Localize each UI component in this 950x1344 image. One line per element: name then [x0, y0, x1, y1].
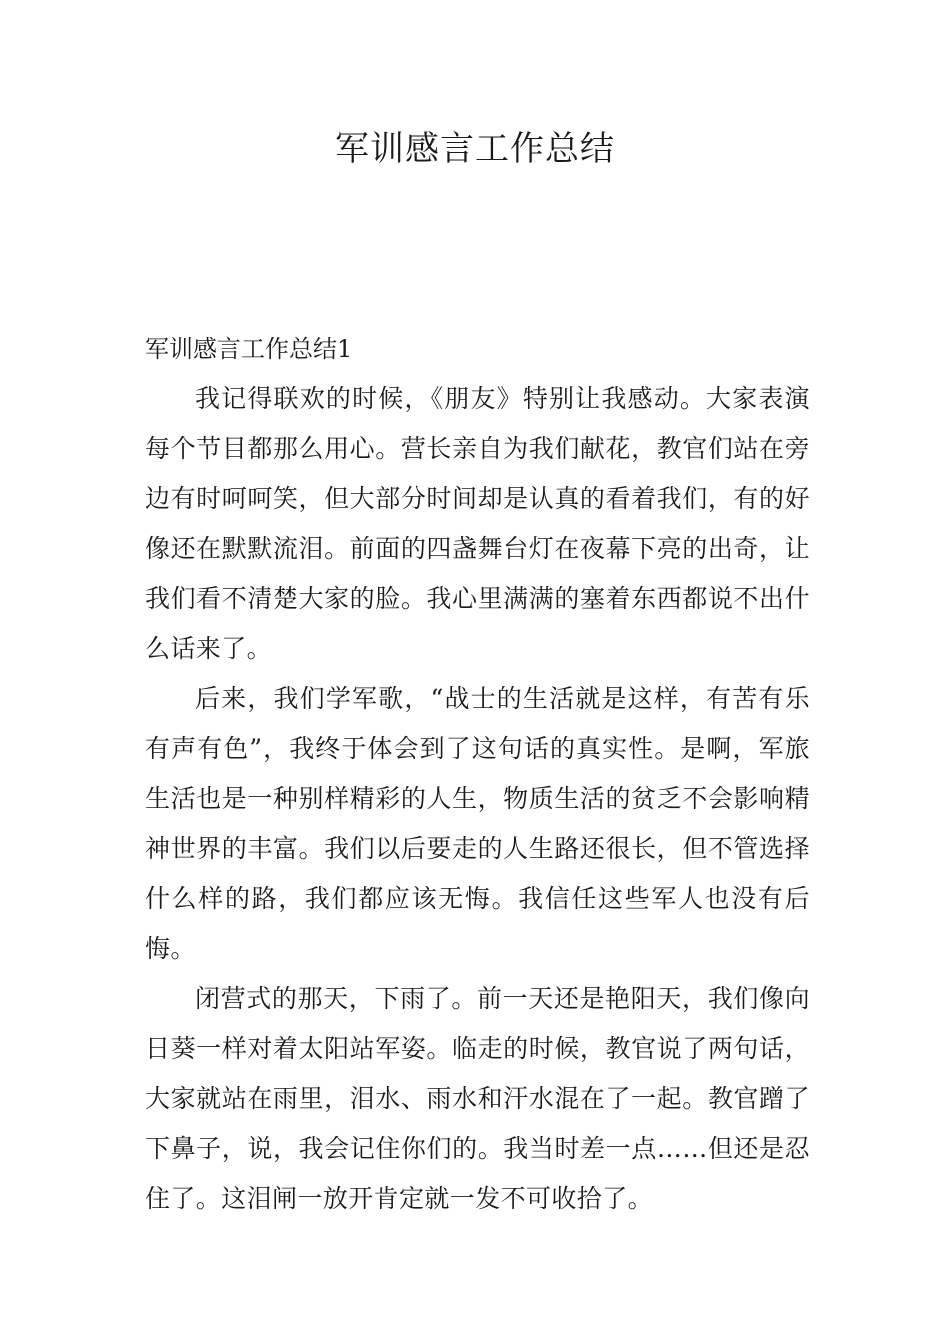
- paragraph-2: 后来，我们学军歌，“战士的生活就是这样，有苦有乐有声有色”，我终于体会到了这句话的真实性。是啊，军旅生活也是一种别样精彩的人生，物质生活的贫乏不会影响精神世界的丰富。我们以后要走的人生路还很长，但不管选择什么样的路，我们都应该无悔。我信任这些军人也没有后悔。: [145, 684, 810, 963]
- section-heading: 军训感言工作总结1: [145, 335, 353, 363]
- document-body: [145, 324, 810, 1224]
- paragraph-3: 闭营式的那天，下雨了。前一天还是艳阳天，我们像向日葵一样对着太阳站军姿。临走的时候，教官说了两句话，大家就站在雨里，泪水、雨水和汗水混在了一起。教官蹭了下鼻子，说，我会记住你们的。我当时差一点……但还是忍住了。这泪闸一放开肯定就一发不可收拾了。: [145, 984, 810, 1213]
- paragraph-1: 我记得联欢的时候，《朋友》特别让我感动。大家表演每个节目都那么用心。营长亲自为我们献花，教官们站在旁边有时呵呵笑，但大部分时间却是认真的看着我们，有的好像还在默默流泪。前面的四盏舞台灯在夜幕下亮的出奇，让我们看不清楚大家的脸。我心里满满的塞着东西都说不出什么话来了。: [145, 384, 810, 663]
- document-title: 军训感言工作总结: [335, 129, 615, 169]
